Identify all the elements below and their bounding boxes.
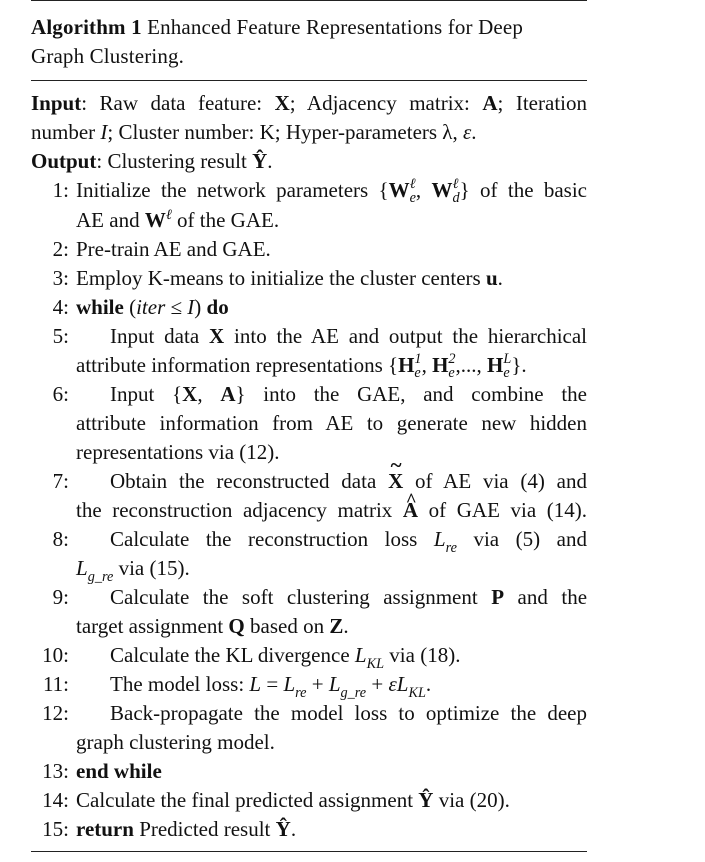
output-line: Output: Clustering result Ŷ.: [31, 149, 273, 173]
algorithm-steps: 1: Initialize the network parameters {W ℓ e , W ℓ d } of the basic AE and $W^\ell$ of the GAE. 2: Pre-train AE and GAE. 3: Employ K-means to initialize the cluster centers u. 4: while (iter ≤ I) do 5: Input data X into the AE and output the hierarchical attribute information representations {H 1 e , H 2 e ,..., H L e }. 6: Input {X, A} into the GAE, and combine the attribute information from AE to generate new hidden representations via (12). 7: Obtain the reconstructed data ~ X of AE via (4) and the reconstruction adjacency matrix ^ A of GAE via (14). 8: Calculate the reconstruction loss $L_{re}$ via (5) and $L_{g\_re}$ via (15). 9: Calculate the soft clustering assignment P and the target assignment Q based on Z. 10: Calculate the KL divergence $L_{KL}$ via (18). 11: The model loss: $L = L_{re} + L_{g\_re} + \varepsilon L_{KL}$. 12: Back-propagate the model loss to optimize the deep graph clustering model. 13: end while 14: Calculate the final predicted assignment Ŷ via (20). 15: return Predicted result Ŷ.: [31, 176, 587, 844]
step-12: 12: Back-propagate the model loss to optimize the deep: [42, 701, 587, 726]
input-line: Input: Raw data feature: X; Adjacency matrix: A; Iteration: [31, 91, 587, 115]
output-label: Output: [31, 149, 97, 173]
input-label: Input: [31, 91, 82, 115]
algorithm-block: [31, 0, 587, 852]
step-number: 1:: [52, 178, 69, 202]
step-1: 1: Initialize the network parameters {W ℓ e , W ℓ d } of the basic: [31, 176, 587, 206]
step-11: 11: The model loss: $L = L_{re} + L_{g\_re} + \varepsilon L_{KL}$.: [42, 672, 432, 701]
step-4: 4: while (iter ≤ I) do: [52, 294, 229, 319]
step-10: 10: Calculate the KL divergence $L_{KL}$ via (18).: [42, 643, 461, 672]
step-14: 14: Calculate the final predicted assignment Ŷ via (20).: [42, 788, 510, 813]
step-5: 5: Input data X into the AE and output the hierarchical: [52, 323, 588, 348]
step-7: 7: Obtain the reconstructed data ~ X of AE via (4) and: [31, 467, 587, 496]
step-13: 13: end while: [42, 759, 162, 784]
step-5-cont: attribute information representations {H 1 e , H 2 e ,..., H L e }.: [76, 350, 527, 381]
io-section: [31, 81, 587, 176]
algorithm-title-line2: Graph Clustering.: [31, 44, 185, 68]
input-line-2: number I; Cluster number: K; Hyper-parameters λ, ε.: [31, 120, 477, 144]
algorithm-caption: [31, 1, 587, 80]
step-15: 15: return Predicted result Ŷ.: [42, 817, 297, 842]
step-9: 9: Calculate the soft clustering assignment P and the: [52, 585, 588, 610]
step-2: 2: Pre-train AE and GAE.: [52, 236, 271, 261]
step-3: 3: Employ K-means to initialize the cluster centers u.: [52, 265, 503, 290]
bottom-rule: [31, 851, 587, 852]
algorithm-label: Algorithm 1: [31, 15, 142, 39]
step-8: 8: Calculate the reconstruction loss $L_{re}$ via (5) and: [52, 527, 587, 556]
algorithm-title-line1: Enhanced Feature Representations for Deep: [147, 15, 523, 39]
step-6: 6: Input {X, A} into the GAE, and combine the: [52, 382, 587, 407]
step-1-cont: AE and $W^\ell$ of the GAE.: [76, 206, 280, 232]
